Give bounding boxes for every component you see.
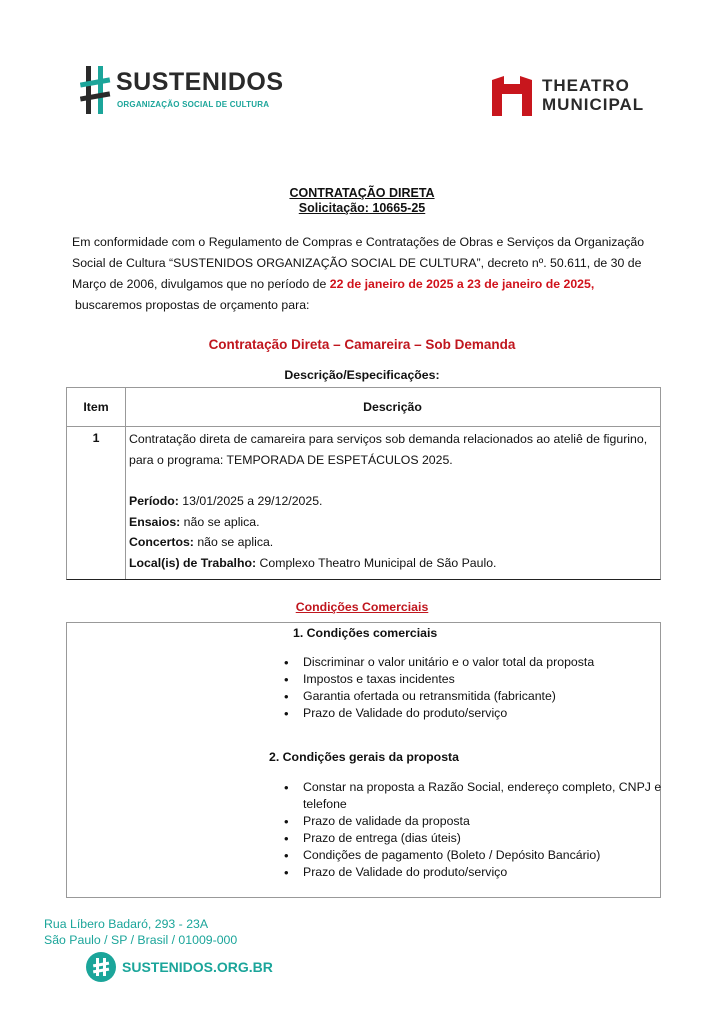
description-line: para o programa: TEMPORADA DE ESPETÁCULOS 2025.: [129, 452, 453, 467]
period-value: 13/01/2025 a 29/12/2025.: [178, 494, 323, 508]
sustenidos-logo: [80, 64, 284, 120]
contract-subject: Contratação Direta – Camareira – Sob Demanda: [208, 337, 516, 352]
website-link[interactable]: SUSTENIDOS.ORG.BR: [122, 959, 273, 975]
table-header-divider: [67, 426, 660, 427]
intro-text: Março de 2006, divulgamos que no período de: [72, 277, 330, 291]
list-item: • Constar na proposta a Razão Social, endereço completo, CNPJ e telefone: [284, 779, 664, 813]
section1-heading: 1. Condições comerciais: [293, 626, 438, 640]
general-conditions-list: [284, 779, 664, 881]
commercial-conditions-list: [284, 654, 664, 722]
list-item: • Prazo de Validade do produto/serviço: [284, 705, 664, 722]
theatro-logo-line1: THEATRO: [542, 76, 630, 95]
address-line: São Paulo / SP / Brasil / 01009-000: [44, 933, 238, 947]
list-item: • Prazo de entrega (dias úteis): [284, 830, 664, 847]
hash-circle-icon: [86, 952, 116, 982]
list-item: • Discriminar o valor unitário e o valor total da proposta: [284, 654, 664, 671]
intro-paragraph: [72, 232, 652, 316]
specifications-heading: Descrição/Especificações:: [284, 368, 440, 382]
footer-address: [44, 916, 237, 948]
theatro-municipal-logo: [490, 74, 660, 120]
document-title: CONTRATAÇÃO DIRETA: [289, 186, 435, 200]
table-cell-item-number: 1: [92, 431, 100, 445]
period-highlight: 22 de janeiro de 2025 a 23 de janeiro de 2025,: [329, 277, 595, 291]
list-item: • Garantia ofertada ou retransmitida (fabricante): [284, 688, 664, 705]
address-line: Rua Líbero Badaró, 293 - 23A: [44, 917, 209, 931]
location-value: Complexo Theatro Municipal de São Paulo.: [256, 555, 497, 570]
location-row: [129, 553, 654, 574]
rehearsals-label: Ensaios:: [129, 514, 181, 529]
concerts-row: [129, 532, 654, 553]
specifications-table: [66, 387, 661, 580]
spacer: [129, 470, 654, 491]
sustenidos-brand-subtitle: ORGANIZAÇÃO SOCIAL DE CULTURA: [117, 100, 270, 109]
table-cell-description: [129, 429, 654, 573]
rehearsals-value: não se aplica.: [180, 514, 260, 529]
intro-line: Em conformidade com o Regulamento de Compras e Contratações de Obras e Serviços da Organização: [72, 235, 645, 249]
section2-heading: 2. Condições gerais da proposta: [269, 750, 459, 764]
sustenidos-brand-name: SUSTENIDOS: [116, 68, 284, 96]
table-column-divider: [125, 388, 126, 579]
theatro-logo-line2: MUNICIPAL: [542, 95, 645, 114]
location-label: Local(is) de Trabalho:: [129, 555, 257, 570]
intro-line: buscaremos propostas de orçamento para:: [75, 298, 310, 312]
table-header-description: Descrição: [363, 400, 422, 414]
concerts-label: Concertos:: [129, 535, 194, 549]
intro-line: [72, 274, 652, 295]
theatro-arch-icon: [490, 74, 534, 118]
description-line: Contratação direta de camareira para serviços sob demanda relacionados ao ateliê de figurino,: [129, 432, 648, 446]
footer-website-logo[interactable]: [86, 952, 273, 984]
concerts-value: não se aplica.: [193, 535, 274, 549]
list-item: • Prazo de validade da proposta: [284, 813, 664, 830]
table-header-item: Item: [83, 400, 109, 414]
commercial-conditions-title: Condições Comerciais: [295, 600, 429, 614]
sustenidos-hash-icon: [80, 64, 112, 116]
list-item: • Impostos e taxas incidentes: [284, 671, 664, 688]
rehearsals-row: [129, 512, 654, 533]
period-row: [129, 491, 654, 512]
request-number: Solicitação: 10665-25: [298, 201, 426, 215]
period-label: Período:: [129, 494, 179, 508]
list-item: • Condições de pagamento (Boleto / Depósito Bancário): [284, 847, 664, 864]
intro-line: Social de Cultura “SUSTENIDOS ORGANIZAÇÃO SOCIAL DE CULTURA”, decreto nº. 50.611, de 30 de: [72, 256, 642, 270]
list-item: • Prazo de Validade do produto/serviço: [284, 864, 664, 881]
